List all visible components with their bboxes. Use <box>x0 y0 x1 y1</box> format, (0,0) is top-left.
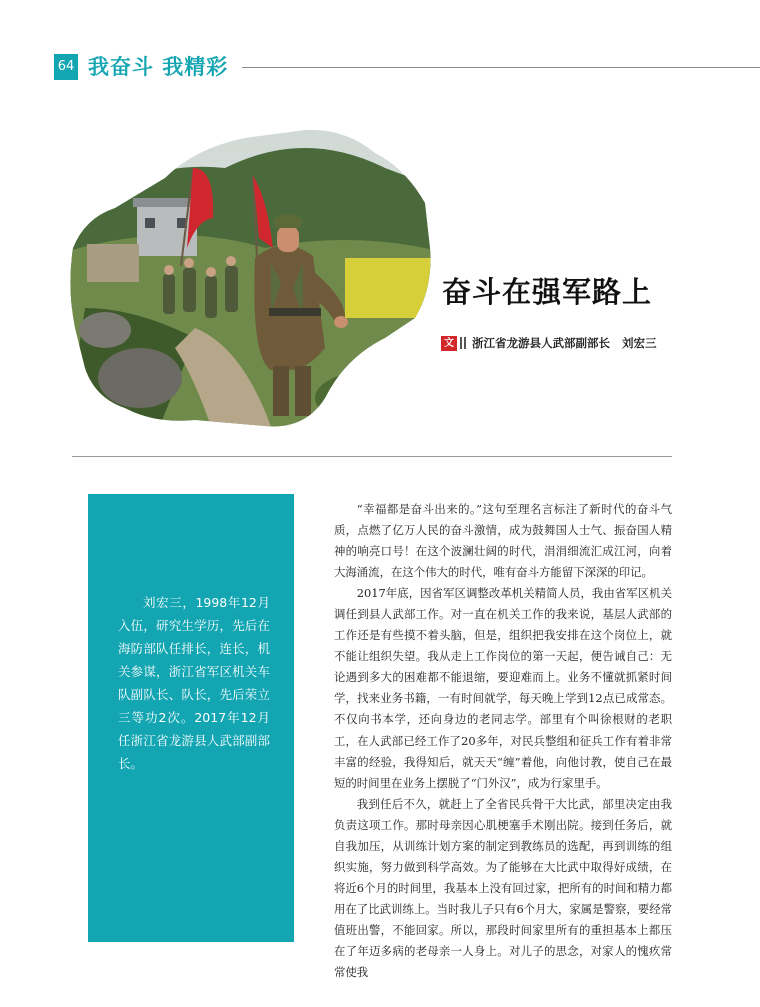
byline-bar <box>460 337 462 349</box>
article-headline: 奋斗在强军路上 <box>442 275 653 309</box>
header-rule <box>242 67 760 68</box>
byline-bar <box>464 337 466 349</box>
byline <box>441 335 657 351</box>
section-title: 我奋斗 我精彩 <box>88 55 229 79</box>
author-bio-box <box>88 494 294 942</box>
page-header <box>54 54 760 82</box>
body-paragraph: 我到任后不久，就赶上了全省民兵骨干大比武，部里决定由我负责这项工作。那时母亲因心肌梗塞手术刚出院。接到任务后，就自我加压，从训练计划方案的制定到教练员的选配，再到训练的组织实施，努力做到科学高效。为了能够在大比武中取得好成绩，在将近6个月的时间里，我基本上没有回过家，把所有的时间和精力都用在了比武训练上。当时我儿子只有6个月大，家属是警察，要经常值班出警，不能回家。所以，那段时间家里所有的重担基本上都压在了年迈多病的老母亲一人身上。对儿子的思念，对家人的愧疚常常使我 <box>334 796 672 980</box>
author-bio: 刘宏三，1998年12月入伍，研究生学历，先后在海防部队任排长，连长，机关参谋，浙江省军区机关车队副队长、队长，先后荣立三等功2次。2017年12月任浙江省龙游县人武部副部长。 <box>118 595 270 771</box>
section-divider <box>72 456 672 457</box>
byline-author: 刘宏三 <box>622 336 657 350</box>
page-number: 64 <box>54 54 78 80</box>
byline-tag: 文 <box>441 336 457 351</box>
article-photo <box>45 108 465 438</box>
body-paragraph: “幸福都是奋斗出来的。”这句至理名言标注了新时代的奋斗气质，点燃了亿万人民的奋斗激情，成为鼓舞国人士气、振奋国人精神的响亮口号！在这个波澜壮阔的时代，涓涓细流汇成江河，向着大海涌流，在这个伟大的时代，唯有奋斗方能留下深深的印记。 <box>334 502 672 580</box>
body-paragraph: 2017年底，因省军区调整改革机关精简人员，我由省军区机关调任到县人武部工作。对一直在机关工作的我来说，基层人武部的工作还是有些摸不着头脑，但是，组织把我安排在这个岗位上，就不能让组织失望。我从走上工作岗位的第一天起，便告诫自己：无论遇到多大的困难都不能退缩，要迎难而上。业务不懂就抓紧时间学，找来业务书籍，一有时间就学，每天晚上学到12点已成常态。不仅向书本学，还向身边的老同志学。部里有个叫徐根财的老职工，在人武部已经工作了20多年，对民兵整组和征兵工作有着非常丰富的经验，我得知后，就天天“缠”着他，向他讨教，使自己在最短的时间里在业务上摆脱了“门外汉”，成为行家里手。 <box>334 586 672 790</box>
article-body <box>334 499 672 983</box>
byline-unit: 浙江省龙游县人武部副部长 <box>472 336 610 350</box>
